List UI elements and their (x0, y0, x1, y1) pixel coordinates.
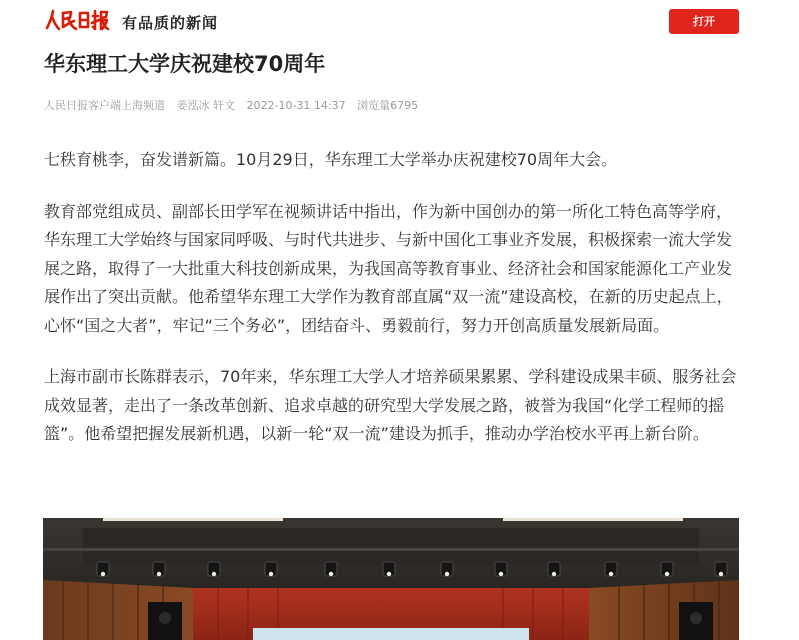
app-header (0, 0, 799, 42)
article-meta (44, 97, 426, 113)
header-slogan: 有品质的新闻 (122, 14, 219, 32)
article-paragraph: 七秩育桃李，奋发谱新篇。10月29日，华东理工大学举办庆祝建校70周年大会。 (44, 150, 618, 169)
article-views: 浏览量6795 (357, 99, 419, 112)
article-photo[interactable] (43, 518, 739, 640)
article-title: 华东理工大学庆祝建校70周年 (44, 52, 326, 76)
article-body (44, 146, 744, 472)
auditorium-photo-image (43, 518, 739, 640)
article-authors: 姜泓冰 轩文 (176, 99, 235, 112)
article-paragraph: 上海市副市长陈群表示，70年来，华东理工大学人才培养硕果累累、学科建设成果丰硕、服务社会成效显著，走出了一条改革创新、追求卓越的研究型大学发展之路，被誉为我国“化学工程师的摇篮”。他希望把握发展新机遇，以新一轮“双一流”建设为抓手，推动办学治校水平再上新台阶。 (44, 367, 737, 443)
article-datetime: 2022-10-31 14:37 (246, 99, 346, 112)
article-source: 人民日报客户端上海频道 (44, 99, 165, 112)
open-app-button[interactable]: 打开 (669, 9, 739, 34)
logo-calligraphy-icon (44, 8, 110, 32)
people-daily-logo[interactable] (44, 8, 110, 32)
article-paragraph: 教育部党组成员、副部长田学军在视频讲话中指出，作为新中国创办的第一所化工特色高等学府，华东理工大学始终与国家同呼吸、与时代共进步、与新中国化工事业齐发展，积极探索一流大学发展之路，取得了一大批重大科技创新成果，为我国高等教育事业、经济社会和国家能源化工产业发展作出了突出贡献。他希望华东理工大学作为教育部直属“双一流”建设高校，在新的历史起点上，心怀“国之大者”，牢记“三个务必”，团结奋斗、勇毅前行，努力开创高质量发展新局面。 (44, 201, 733, 335)
